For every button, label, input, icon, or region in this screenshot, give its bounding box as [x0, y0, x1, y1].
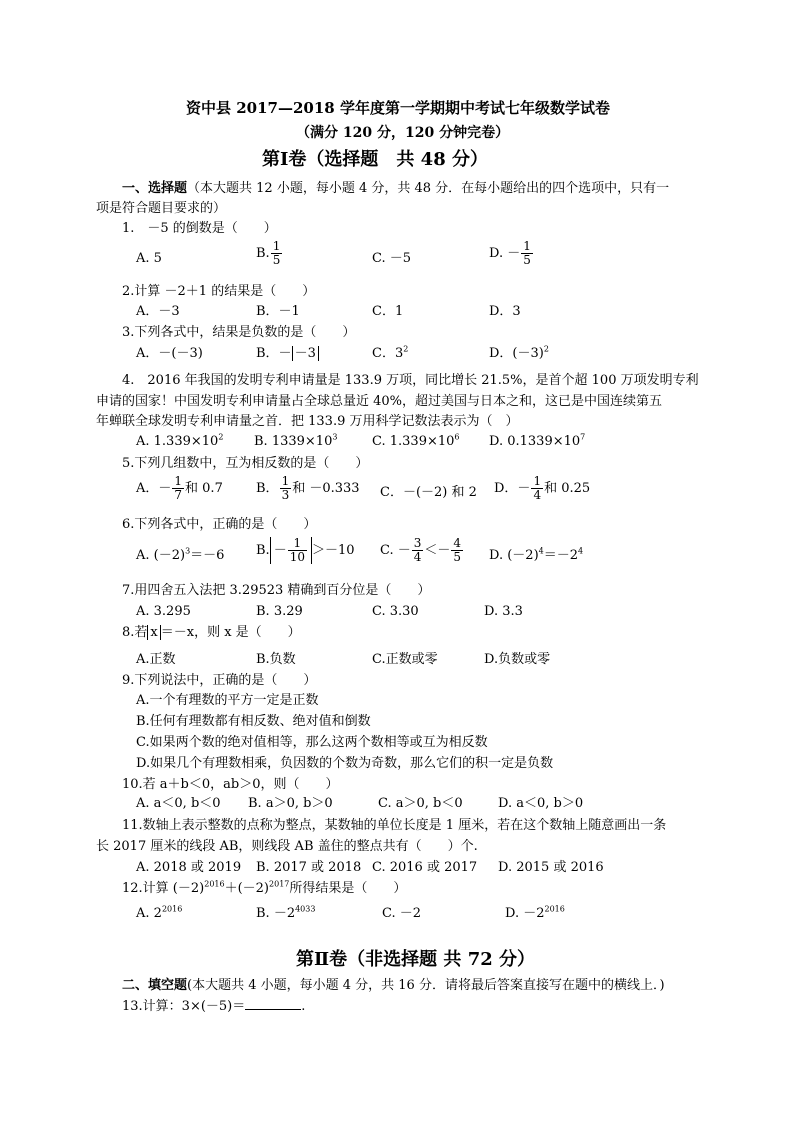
q9-option-c: C.如果两个数的绝对值相等，那么这两个数相等或互为相反数	[136, 735, 488, 750]
q4-option-c: C. $1.339\times 10^6$	[372, 432, 460, 449]
exam-subtitle: （满分 120 分，120 分钟完卷）	[296, 125, 510, 141]
q3-b-absolute: －3	[292, 346, 319, 361]
q10-option-c: C. a＞0, b＜0	[378, 796, 463, 811]
q8-option-a: A.正数	[136, 652, 176, 667]
q9-option-d: D.如果几个有理数相乘，负因数的个数为奇数，那么它们的积一定是负数	[136, 756, 554, 771]
q2-stem: 2.计算 －2＋1 的结果是（ ）	[122, 284, 316, 299]
q12-option-a: A. $2^{2016}$	[136, 904, 183, 921]
q3-option-b: B．－ －3	[256, 345, 319, 363]
q5-option-a: A．－ $\frac{1}{7}$ 和 0.7	[136, 474, 223, 502]
q2-option-a: A．－3	[136, 304, 180, 319]
q3-option-d: D．$(-3)^2$	[489, 344, 549, 361]
q1-option-a: A. 5	[136, 251, 162, 266]
q8-option-b: B.负数	[256, 652, 296, 667]
q2-option-c: C．1	[372, 304, 404, 319]
q1-stem: 1. －5 的倒数是（ ）	[122, 221, 277, 236]
q1-option-b	[256, 240, 283, 267]
q9-stem: 9.下列说法中，正确的是（ ）	[122, 673, 317, 688]
q11-option-d: D. 2015 或 2016	[498, 860, 604, 875]
section1-desc-line1: （本大题共 12 小题，每小题 4 分，共 48 分．在每小题给出的四个选项中，只有一	[187, 181, 670, 196]
q2-option-d: D．3	[489, 304, 521, 319]
q1-b-fraction: $\frac{1}{5}$	[272, 239, 281, 267]
q11-option-b: B. 2017 或 2018	[256, 860, 362, 875]
q9-option-b: B.任何有理数都有相反数、绝对值和倒数	[136, 714, 371, 729]
q3-option-a: A．－(－3)	[136, 346, 203, 361]
q7-option-d: D. 3.3	[484, 604, 523, 619]
q13-stem: 13.计算：3×(－5)＝ .	[122, 999, 306, 1014]
q9-option-a: A.一个有理数的平方一定是正数	[136, 693, 319, 708]
q8-stem: 8.若 x ＝－x，则 x 是（ ）	[122, 625, 301, 640]
q7-stem: 7.用四舍五入法把 3.29523 精确到百分位是（ ）	[122, 583, 431, 598]
q8-option-c: C.正数或零	[372, 652, 438, 667]
q1-option-d	[489, 240, 534, 267]
q6-b-absolute: － $\frac{1}{10}$	[270, 537, 312, 564]
q5-option-c: C．－(－2) 和 2	[380, 485, 477, 500]
part2-title: 第Ⅱ卷（非选择题 共 72 分）	[296, 949, 536, 970]
q12-option-b: B. $-2^{4033}$	[256, 904, 316, 921]
section1-desc	[122, 180, 669, 198]
q7-option-c: C. 3.30	[372, 604, 419, 619]
q4-option-b: B. $1339\times 10^3$	[254, 432, 338, 449]
q2-option-b: B．－1	[256, 304, 300, 319]
q6-option-c: C. － $\frac{3}{4}$ ＜－ $\frac{4}{5}$	[380, 536, 462, 564]
q4-line2: 申请的国家！中国发明专利申请量占全球总量近 40%，超过美国与日本之和，这已是中国连续第五	[96, 394, 663, 409]
q10-option-d: D. a＜0, b＞0	[498, 796, 584, 811]
q3-option-c: C．$3^2$	[372, 344, 409, 361]
section2-desc: 二、填空题(本大题共 4 小题，每小题 4 分，共 16 分．请将最后答案直接写在题中的横线上．)	[122, 978, 665, 993]
q12-stem: 12.计算 $(-2)^{2016}+(-2)^{2017}$所得结果是（ ）	[122, 879, 407, 896]
q11-line1: 11.数轴上表示整数的点称为整点，某数轴的单位长度是 1 厘米，若在这个数轴上随意画出一条	[122, 818, 667, 833]
q10-stem: 10.若 a＋b＜0，ab＞0，则（ ）	[122, 777, 339, 792]
q7-option-a: A. 3.295	[136, 604, 191, 619]
q10-option-a: A. a＜0, b＜0	[136, 796, 221, 811]
q3-stem: 3.下列各式中，结果是负数的是（ ）	[122, 325, 356, 340]
q4-option-a: A. $1.339\times 10^2$	[136, 432, 224, 449]
q6-option-a: A. $(-2)^3=-6$	[136, 546, 225, 563]
q5-stem: 5.下列几组数中，互为相反数的是（ ）	[122, 456, 369, 471]
q10-option-b: B. a＞0, b＞0	[248, 796, 333, 811]
q4-line1: 4. 2016 年我国的发明专利申请量是 133.9 万项，同比增长 21.5%，是首个超 100 万项发明专利	[122, 373, 699, 388]
q7-option-b: B. 3.29	[256, 604, 303, 619]
q11-line2: 长 2017 厘米的线段 AB，则线段 AB 盖住的整点共有（ ）个.	[96, 839, 478, 854]
q11-option-a: A. 2018 或 2019	[136, 860, 242, 875]
q5-option-d: D．－ $\frac{1}{4}$ 和 0.25	[494, 474, 591, 502]
section1-desc-line2: 项是符合题目要求的）	[96, 201, 227, 216]
q4-line3: 年蝉联全球发明专利申请量之首．把 133.9 万用科学记数法表示为（ ）	[96, 414, 519, 429]
q12-option-d: D. $-2^{2016}$	[505, 904, 565, 921]
q5-option-b: B． $\frac{1}{3}$ 和 －0.333	[256, 474, 360, 502]
section1-lead: 一、选择题	[122, 181, 188, 196]
q6-option-d: D. $(-2)^4=-2^4$	[489, 546, 584, 563]
q8-absolute: x	[147, 625, 160, 640]
q13-answer-blank[interactable]	[245, 997, 301, 1010]
q1-b-label: B.	[256, 246, 270, 261]
q1-option-c: C. －5	[372, 251, 412, 266]
q1-d-label: D. －	[489, 246, 521, 261]
q11-option-c: C. 2016 或 2017	[372, 860, 478, 875]
q6-stem: 6.下列各式中，正确的是（ ）	[122, 517, 317, 532]
q8-option-d: D.负数或零	[484, 652, 551, 667]
part1-title: 第Ⅰ卷（选择题 共 48 分）	[262, 149, 489, 170]
exam-title: 资中县 2017—2018 学年度第一学期期中考试七年级数学试卷	[186, 99, 610, 117]
q12-option-c: C. －2	[382, 906, 422, 921]
section2-lead: 二、填空题	[122, 978, 188, 993]
q1-d-fraction: $\frac{1}{5}$	[523, 239, 531, 267]
q6-option-b: B. － $\frac{1}{10}$ ＞－10	[256, 536, 355, 564]
q4-option-d: D. $0.1339\times 10^7$	[489, 432, 586, 449]
